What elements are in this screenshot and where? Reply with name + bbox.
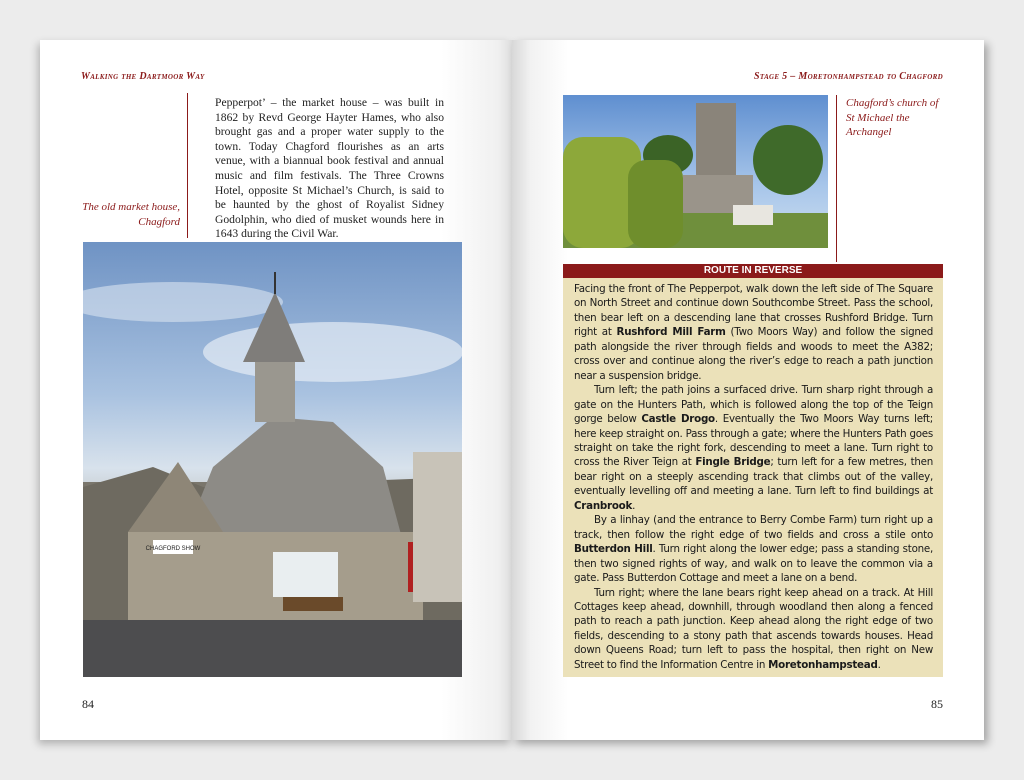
text-segment: ; turn left for a few metres, then bear right on a steeply ascending track that climbs out of the valley, eventually levelling off and meeting a lane. Turn left to find buildings at	[574, 456, 934, 498]
page-number-left: 84	[82, 697, 94, 711]
left-page	[40, 40, 512, 740]
place-name: Rushford Mill Farm	[616, 326, 726, 339]
text-segment: By a linhay (and the entrance to Berry Combe Farm) turn right up a track, then follow the right edge of two fields and cross a stile onto	[574, 514, 933, 541]
text-segment: Turn left; the path joins a surfaced drive. Turn sharp right through a gate on the Hunters Path, which is followed along the top of the Teign gorge below	[574, 384, 933, 426]
route-box-body	[563, 278, 943, 672]
route-in-reverse-box	[563, 264, 943, 677]
running-head-right: Stage 5 – Moretonhampstead to Chagford	[754, 71, 943, 82]
body-text: Pepperpot’ – the market house – was built in 1862 by Revd George Hayter Hames, who also brought gas and a proper water supply to the town. Today Chagford flourishes as an arts venue, with a biannual book festival and annual music and film festivals. The Three Crowns Hotel, opposite St Michael’s Church, is said to be haunted by the ghost of Royalist Sidney Godolphin, who died of musket wounds here in 1643 during the Civil War.	[215, 96, 444, 241]
church-photo	[563, 95, 828, 248]
page-number-right: 85	[931, 697, 943, 711]
place-name: Fingle Bridge	[695, 456, 771, 469]
route-paragraph	[574, 383, 933, 513]
market-house-photo	[83, 242, 462, 677]
text-segment: .	[877, 658, 881, 671]
caption-rule	[836, 95, 837, 262]
route-box-title: ROUTE IN REVERSE	[563, 264, 943, 278]
route-paragraph	[574, 513, 933, 585]
photo-caption: The old market house, Chagford	[82, 201, 180, 228]
text-segment: Facing the front of The Pepperpot, walk down the left side of The Square on North Street and continue down Southcombe Street. Pass the school, then bear left on a descending lane that crosses Rushford Bridge. Turn right at	[574, 283, 933, 339]
text-segment: Turn right; where the lane bears right keep ahead on a track. At Hill Cottages keep ahead, downhill, through woodland then along a fenced path to reach a path junction. Keep ahead along the right edge of two fields, descending to a stony path that ascends towards houses. Head down Queens Road; turn left to pass the hospital, then right on New Street to find the Information Centre in	[574, 586, 933, 671]
caption-rule	[187, 93, 188, 238]
route-paragraph	[574, 282, 933, 383]
show-sign-text: CHAGFORD SHOW	[145, 546, 201, 552]
photo-caption: Chagford’s church of St Michael the Archangel	[846, 97, 939, 139]
running-head-left: Walking the Dartmoor Way	[81, 71, 205, 82]
place-name: Cranbrook	[574, 499, 633, 512]
text-segment: .	[632, 499, 636, 512]
place-name: Moretonhampstead	[768, 658, 878, 671]
route-paragraph	[574, 586, 933, 673]
place-name: Butterdon Hill	[574, 543, 653, 556]
text-segment: (Two Moors Way) and follow the signed path alongside the river through fields and woods to meet the A382; cross over and continue along the river’s edge to reach a path junction near a suspension bridge.	[574, 326, 934, 382]
place-name: Castle Drogo	[641, 413, 715, 426]
right-page	[512, 40, 984, 740]
text-segment: . Eventually the Two Moors Way turns left; here keep straight on. Pass through a gate; where the Hunters Path goes straight on take the right fork, descending to meet a lane. Turn right to cross the River Teign at	[574, 413, 933, 469]
text-segment: . Turn right along the lower edge; pass a standing stone, then two signed rights of way, and walk on to leave the common via a gate. Pass Butterdon Cottage and meet a lane on a bend.	[574, 543, 933, 585]
